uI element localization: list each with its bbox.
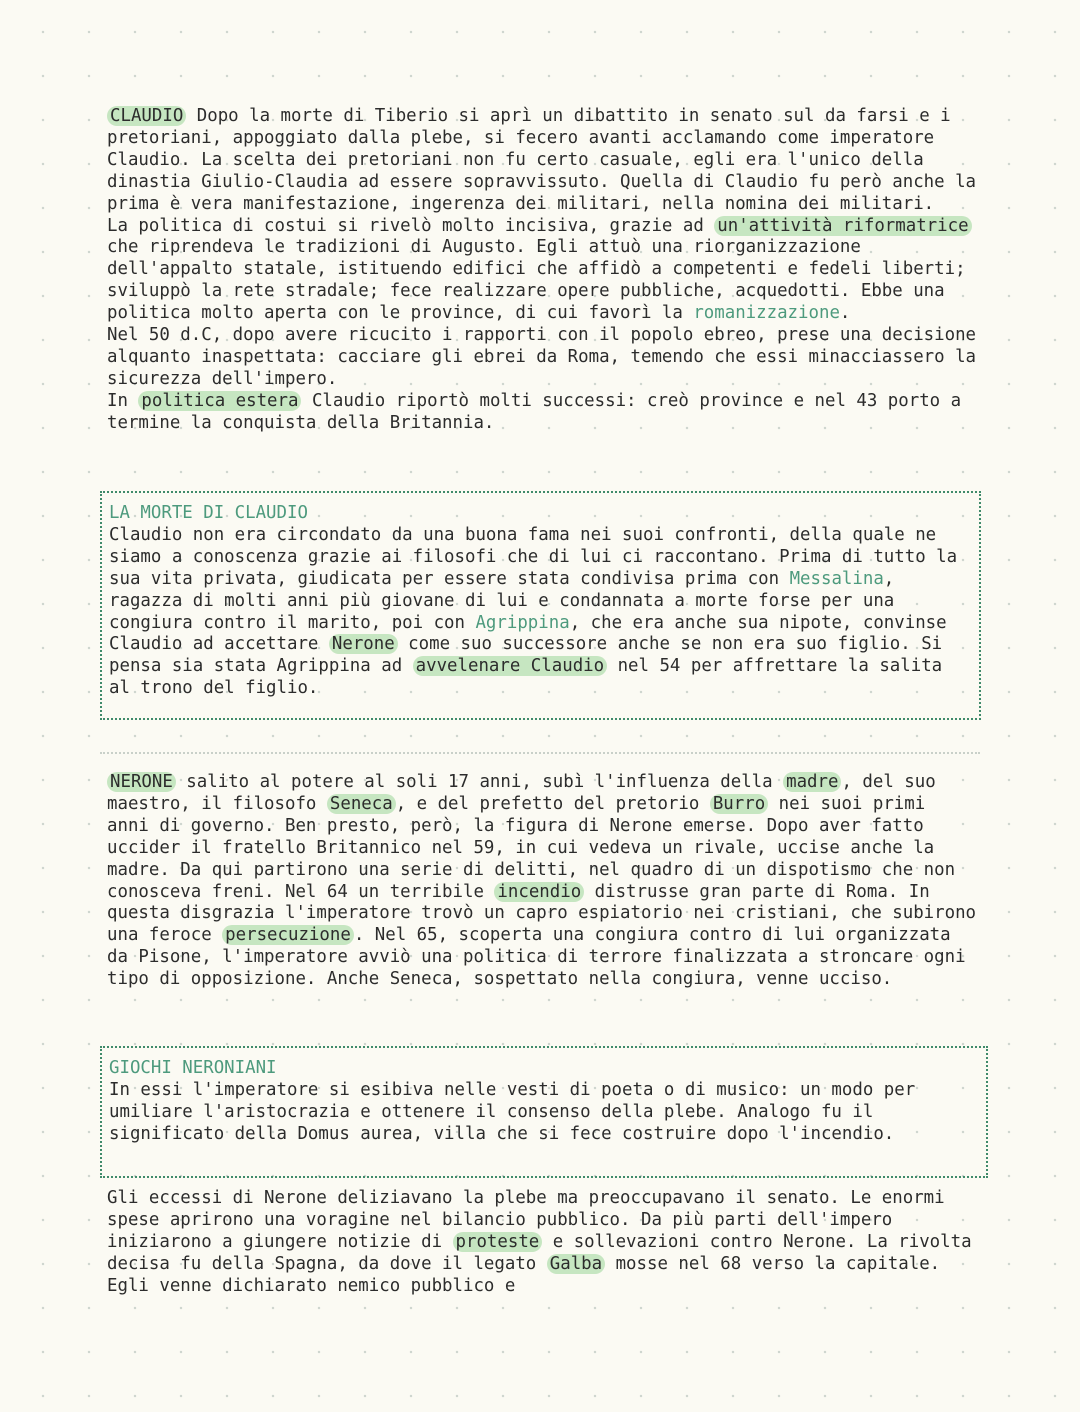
nerone-text-5: distrusse gran parte di Roma. In questa disgrazia l'imperatore trovò un capro espiatorio nei cristiani, che subirono una feroce — [107, 881, 977, 946]
morte-text-5: nel 54 per affrettare la salita al trono del figlio. — [109, 656, 943, 699]
highlight-nerone-heading: NERONE — [107, 772, 176, 792]
highlight-seneca: Seneca — [327, 794, 396, 814]
claudio-text-2: La politica di costui si rivelò molto incisiva, grazie ad — [107, 215, 715, 236]
term-agrippina: Agrippina — [475, 612, 570, 633]
nerone-text-4: nei suoi primi anni di governo. Ben presto, però, la figura di Nerone emerse. Dopo aver fatto uccider il fratello Britannico nel 59, in cui vedeva un rivale, uccise anche la madre. Da qui partirono una serie di delitti, nel quadro di un dispotismo che non conosceva freni. Nel 64 un terribile — [107, 793, 956, 902]
morte-di-claudio-box — [100, 491, 981, 720]
giochi-box-title: GIOCHI NERONIANI — [109, 1058, 277, 1078]
highlight-incendio: incendio — [494, 882, 584, 902]
claudio-text-7: Claudio riportò molti successi: creò province e nel 43 porto a termine la conquista della Britannia. — [107, 390, 962, 433]
nerone-section — [107, 772, 977, 991]
section-divider — [100, 752, 980, 754]
claudio-text-3: che riprendeva le tradizioni di Augusto. Egli attuò una riorganizzazione dell'appalto statale, istituendo edifici che affidò a competenti e fedeli liberti; sviluppò la rete stradale; fece realizzare opere pubbliche, acquedotti. Ebbe una politica molto aperta con le province, di cui favorì la — [107, 237, 966, 324]
highlight-persecuzione: persecuzione — [222, 925, 354, 945]
highlight-proteste: proteste — [453, 1232, 543, 1252]
claudio-text-4: . — [839, 303, 851, 324]
highlight-politica-estera: politica estera — [138, 391, 301, 411]
morte-text-3: , che era anche sua nipote, convinse Claudio ad accettare — [109, 612, 947, 655]
morte-text-2: , ragazza di molti anni più giovane di lui e condannata a morte forse per una congiura contro il marito, poi con — [109, 568, 895, 633]
nerone-text-2: , del suo maestro, il filosofo — [107, 772, 936, 814]
giochi-text-1: In essi l'imperatore si esibiva nelle vesti di poeta o di musico: un modo per umiliare l'aristocrazia e ottenere il consenso della plebe. Analogo fu il significato della Domus aurea, villa che si fece costruire dopo l'incendio. — [109, 1079, 916, 1144]
morte-text-4: come suo successore anche se non era suo figlio. Si pensa sia stata Agrippina ad — [109, 634, 943, 677]
highlight-attivita-riformatrice: un'attività riformatrice — [714, 216, 971, 236]
claudio-text-1: Dopo la morte di Tiberio si aprì un dibattito in senato sul da farsi e i pretoriani, appoggiato dalla plebe, si fecero avanti acclamando come imperatore Claudio. La scelta dei pretoriani non fu certo casuale, egli era l'unico della dinastia Giulio-Claudia ad essere sopravvissuto. Quella di Claudio fu però anche la prima è vera manifestazione, ingerenza dei militari, nella nomina dei militari. — [107, 106, 977, 214]
eccessi-text-3: mosse nel 68 verso la capitale. Egli venne dichiarato nemico pubblico e — [107, 1253, 941, 1296]
eccessi-text-2: e sollevazioni contro Nerone. La rivolta decisa fu della Spagna, da dove il legato — [107, 1231, 972, 1274]
nerone-text-3: , e del prefetto del pretorio — [395, 793, 710, 814]
eccessi-text-1: Gli eccessi di Nerone deliziavano la plebe ma preoccupavano il senato. Le enormi spese aprirono una voragine nel bilancio pubblico. Da più parti dell'impero iniziarono a giungere notizie di — [107, 1188, 945, 1252]
highlight-madre: madre — [783, 772, 841, 792]
giochi-neroniani-box — [100, 1046, 988, 1178]
term-romanizzazione: romanizzazione — [693, 303, 840, 324]
claudio-section — [107, 106, 977, 435]
claudio-text-5: Nel 50 d.C, dopo avere ricucito i rapporti con il popolo ebreo, prese una decisione alquanto inaspettata: cacciare gli ebrei da Roma, temendo che essi minacciassero la sicurezza dell'impero. — [107, 325, 977, 389]
highlight-burro: Burro — [710, 794, 768, 814]
morte-box-title: LA MORTE DI CLAUDIO — [109, 503, 308, 523]
highlight-claudio: CLAUDIO — [107, 106, 186, 126]
term-messalina: Messalina — [789, 568, 884, 589]
highlight-nerone: Nerone — [329, 634, 398, 654]
morte-text-1: Claudio non era circondato da una buona fama nei suoi confronti, della quale ne siamo a conoscenza grazie ai filosofi che di lui ci raccontano. Prima di tutto la sua vita privata, giudicata per essere stata condivisa prima con — [109, 524, 958, 589]
claudio-text-6: In — [107, 390, 139, 411]
nerone-text-6: . Nel 65, scoperta una congiura contro di lui organizzata da Pisone, l'imperatore avviò una politica di terrore finalizzata a stroncare ogni tipo di opposizione. Anche Seneca, sospettato nella congiura, venne ucciso. — [107, 925, 966, 990]
nerone-text-1: salito al potere al soli 17 anni, subì l'influenza della — [175, 772, 784, 792]
highlight-galba: Galba — [547, 1254, 605, 1274]
highlight-avvelenare-claudio: avvelenare Claudio — [413, 656, 607, 676]
eccessi-section — [107, 1188, 977, 1298]
